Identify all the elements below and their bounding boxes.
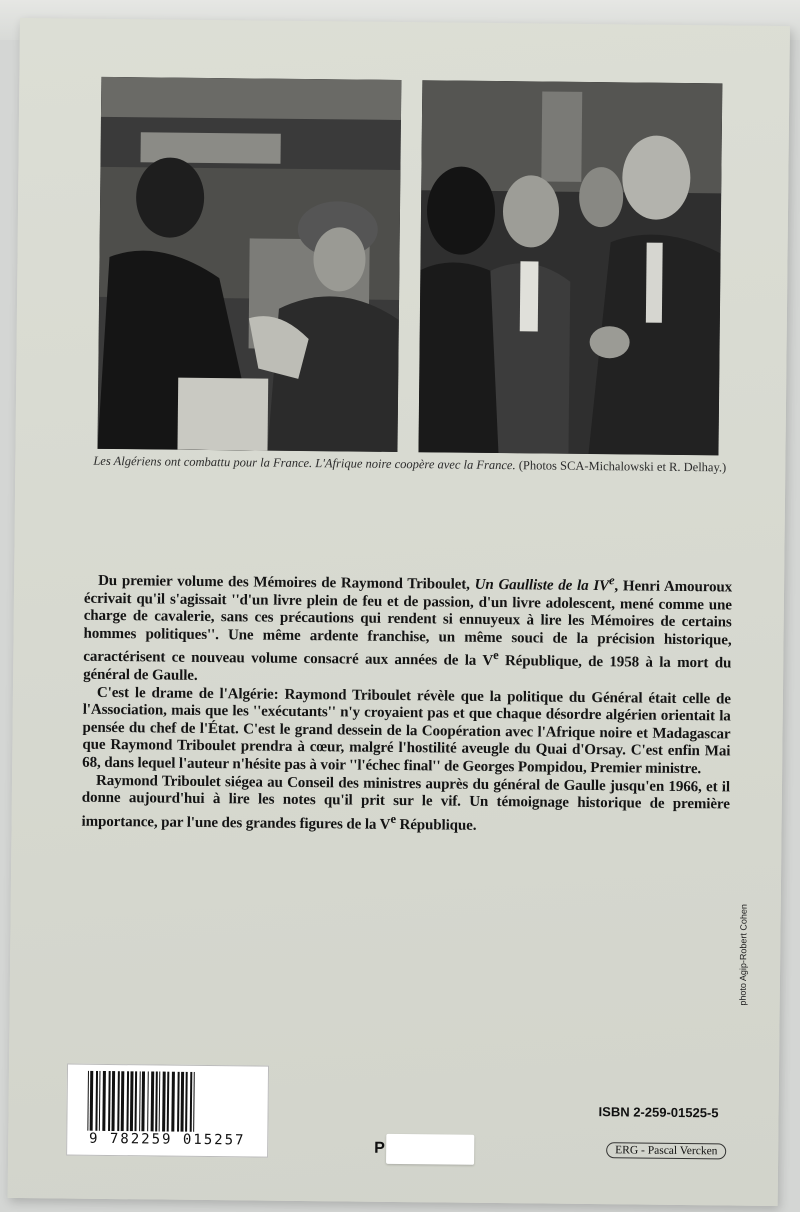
barcode-bar xyxy=(126,1071,129,1131)
barcode-bar xyxy=(111,1071,115,1131)
barcode-bar xyxy=(121,1071,125,1131)
blurb-p1-sup2: e xyxy=(493,648,499,663)
barcode-digits: 9 782259 015257 xyxy=(88,1130,246,1149)
barcode-bar xyxy=(134,1071,137,1131)
barcode-bar xyxy=(87,1071,89,1131)
blurb-paragraph-3 xyxy=(81,772,730,838)
barcode-bar xyxy=(171,1072,175,1132)
barcode-bar xyxy=(193,1072,195,1132)
barcode-bar xyxy=(185,1072,188,1132)
barcode-bar xyxy=(141,1071,145,1131)
photo-caption-credit: (Photos SCA-Michalowski et R. Delhay.) xyxy=(518,458,727,475)
photo-caption xyxy=(93,453,733,477)
barcode-bar xyxy=(108,1071,111,1131)
barcode-bars xyxy=(85,1071,250,1133)
back-cover-blurb xyxy=(81,567,732,838)
book-back-cover xyxy=(8,18,790,1206)
barcode-bar xyxy=(99,1071,101,1131)
blurb-p1-title-sup: e xyxy=(609,573,615,588)
distributor-label: ERG - Pascal Vercken xyxy=(606,1142,726,1159)
barcode xyxy=(66,1064,269,1158)
barcode-bar xyxy=(180,1072,184,1132)
blurb-p1-text-c: République, de 1958 à la mort du général de Gaulle. xyxy=(83,653,732,684)
cover-photo-credit: photo Agip-Robert Cohen xyxy=(737,903,749,1006)
barcode-bar xyxy=(190,1072,193,1132)
price-prefix: P xyxy=(374,1139,385,1157)
blurb-p3-text-a: Raymond Triboulet siégea au Conseil des ministres auprès du général de Gaulle jusqu'en 1966, et il donne aujourd'hui à lire les notes qu'il prit sur le vif. Un témoignage historique de première importance, par l'une des grandes figures de la V xyxy=(81,772,731,833)
blurb-p1-text-a: Du premier volume des Mémoires de Raymond Triboulet, xyxy=(98,572,470,593)
barcode-bar xyxy=(177,1072,180,1132)
barcode-bar xyxy=(167,1072,170,1132)
photo-group-of-men xyxy=(418,80,722,455)
barcode-bar xyxy=(151,1071,155,1131)
blurb-p3-text-b: République. xyxy=(395,816,477,834)
blurb-p1-title-text: Un Gaulliste de la IV xyxy=(474,576,610,595)
barcode-bar xyxy=(130,1071,134,1131)
barcode-bar xyxy=(95,1071,98,1131)
barcode-bar xyxy=(155,1071,158,1131)
barcode-bar xyxy=(147,1071,149,1131)
barcode-bar xyxy=(90,1071,94,1131)
photo-caption-text: Les Algériens ont combattu pour la France. L'Afrique noire coopère avec la France. xyxy=(93,453,516,473)
blurb-p1-book-title xyxy=(474,573,615,595)
barcode-bar xyxy=(117,1071,120,1131)
photo-dignitaries-greeting-image xyxy=(97,77,401,452)
price-sticker xyxy=(386,1134,474,1165)
barcode-bar xyxy=(159,1072,161,1132)
blurb-paragraph-2: C'est le drame de l'Algérie: Raymond Triboulet révèle que la politique du Général était celle de l'Association, mais que les ''exécutants'' n'y croyaient pas et que chaque désordre algérien orientait la pensée du chef de l'État. C'est le grand dessein de la Coopération avec l'Afrique noire et Madagascar que Raymond Triboulet prendra à cœur, malgré l'hostilité aveugle du Quai d'Orsay. C'est enfin Mai 68, dans lequel l'auteur n'hésite pas à voir ''l'échec final'' de Georges Pompidou, Premier ministre. xyxy=(82,684,731,778)
photo-dignitaries-greeting xyxy=(97,77,401,452)
barcode-bar xyxy=(162,1072,166,1132)
isbn-number: ISBN 2-259-01525-5 xyxy=(598,1104,719,1121)
barcode-bar xyxy=(102,1071,106,1131)
blurb-p1-text-b: , Henri Amouroux écrivait qu'il s'agissait ''d'un livre plein de feu et de passion, d'un livre adolescent, mené comme une charge de cavalerie, sans ces précautions qui rendent si ennuyeux à lire les Mémoires de certains hommes politiques''. Une même ardente franchise, un même souci de la précision historique, caractérisent ce nouveau volume consacré aux années de la V xyxy=(83,578,733,670)
blurb-p3-sup: e xyxy=(390,811,397,826)
barcode-bar xyxy=(139,1071,141,1131)
blurb-paragraph-1 xyxy=(83,567,732,691)
photo-group-of-men-image xyxy=(418,80,722,455)
